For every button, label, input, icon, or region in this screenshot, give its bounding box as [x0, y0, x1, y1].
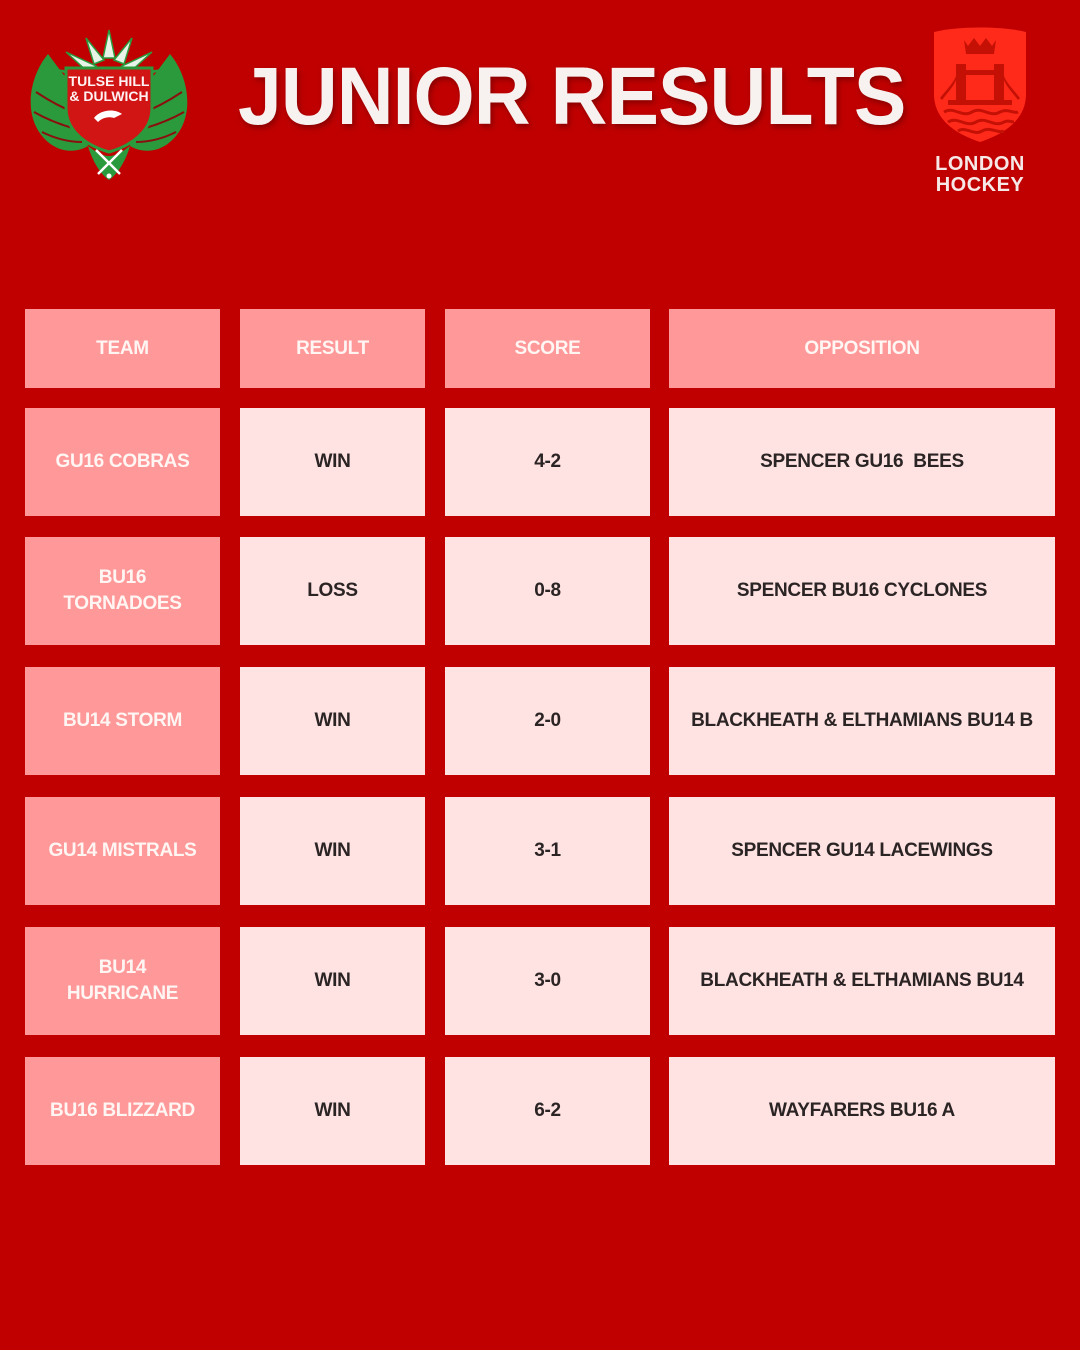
team-cell: BU14 HURRICANE	[25, 927, 220, 1035]
result-cell: WIN	[240, 1057, 425, 1165]
score-cell: 6-2	[445, 1057, 650, 1165]
opposition-cell: BLACKHEATH & ELTHAMIANS BU14	[669, 927, 1055, 1035]
result-cell: WIN	[240, 927, 425, 1035]
result-cell: LOSS	[240, 537, 425, 645]
column-header-team: TEAM	[25, 309, 220, 388]
score-cell: 3-0	[445, 927, 650, 1035]
team-cell: BU16 BLIZZARD	[25, 1057, 220, 1165]
svg-text:TULSE HILL: TULSE HILL	[68, 73, 150, 89]
column-header-result: RESULT	[240, 309, 425, 388]
team-cell: GU16 COBRAS	[25, 408, 220, 516]
london-hockey-line2: HOCKEY	[935, 174, 1025, 196]
column-header-score: SCORE	[445, 309, 650, 388]
result-cell: WIN	[240, 408, 425, 516]
opposition-cell: SPENCER BU16 CYCLONES	[669, 537, 1055, 645]
london-hockey-shield-icon	[928, 24, 1032, 146]
column-header-opposition: OPPOSITION	[669, 309, 1055, 388]
opposition-cell: SPENCER GU14 LACEWINGS	[669, 797, 1055, 905]
score-cell: 0-8	[445, 537, 650, 645]
team-cell: BU14 STORM	[25, 667, 220, 775]
svg-text:& DULWICH: & DULWICH	[69, 88, 149, 104]
page-title: JUNIOR RESULTS	[238, 51, 906, 142]
tulse-hill-dulwich-crest-icon	[18, 28, 200, 188]
london-hockey-wordmark	[928, 154, 1032, 196]
result-cell: WIN	[240, 797, 425, 905]
team-cell: BU16 TORNADOES	[25, 537, 220, 645]
score-cell: 3-1	[445, 797, 650, 905]
opposition-cell: SPENCER GU16 BEES	[669, 408, 1055, 516]
team-cell: GU14 MISTRALS	[25, 797, 220, 905]
score-cell: 2-0	[445, 667, 650, 775]
club-crest-logo	[18, 28, 200, 188]
score-cell: 4-2	[445, 408, 650, 516]
london-hockey-line1: LONDON	[935, 153, 1025, 175]
opposition-cell: WAYFARERS BU16 A	[669, 1057, 1055, 1165]
opposition-cell: BLACKHEATH & ELTHAMIANS BU14 B	[669, 667, 1055, 775]
result-cell: WIN	[240, 667, 425, 775]
